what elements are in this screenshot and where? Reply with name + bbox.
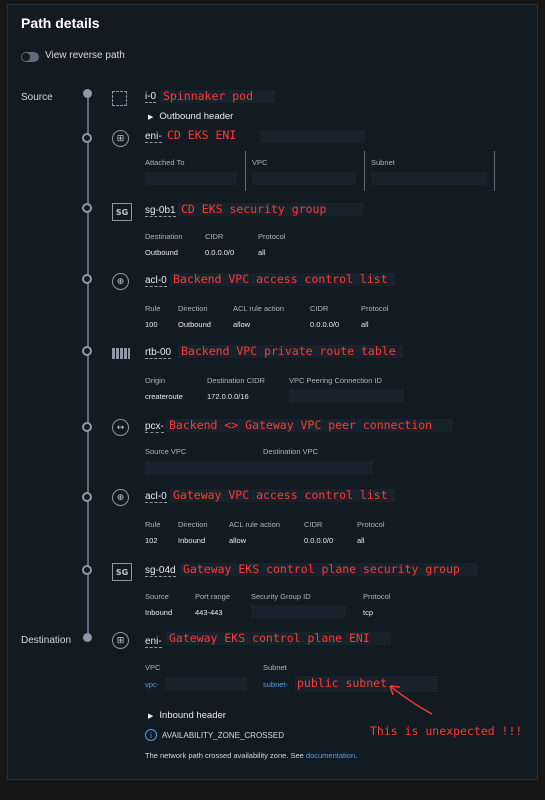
network-acl-icon: ⊕ bbox=[112, 489, 129, 506]
hop-id[interactable]: sg-04d bbox=[145, 565, 176, 576]
cell-value: Inbound bbox=[178, 536, 206, 545]
hop-id[interactable]: acl-0 bbox=[145, 275, 167, 286]
cell-value: allow bbox=[233, 320, 251, 329]
caret-right-icon: ▶ bbox=[148, 713, 154, 720]
column-header: Port range bbox=[195, 592, 231, 601]
hop-dot bbox=[82, 133, 92, 143]
cell-value: 172.0.0.0/16 bbox=[207, 392, 249, 401]
hop-id[interactable]: acl-0 bbox=[145, 491, 167, 502]
column-header: CIDR bbox=[304, 520, 323, 529]
hop-note: Backend VPC access control list bbox=[173, 272, 388, 286]
az-desc-text: The network path crossed availability zone. See bbox=[145, 751, 306, 760]
cell-value: Outbound bbox=[145, 248, 178, 257]
column-header: Attached To bbox=[145, 158, 185, 167]
redacted-value bbox=[289, 389, 404, 402]
column-divider bbox=[494, 151, 495, 191]
caret-right-icon: ▶ bbox=[148, 114, 154, 121]
hop-id[interactable]: eni- bbox=[145, 131, 162, 142]
view-reverse-path-toggle[interactable] bbox=[21, 52, 39, 62]
hop-dot bbox=[82, 203, 92, 213]
cell-value: Outbound bbox=[178, 320, 211, 329]
cell-value: 443-443 bbox=[195, 608, 223, 617]
subnet-note: public subnet bbox=[297, 676, 388, 690]
hop-note: Gateway EKS control plane ENI bbox=[169, 631, 370, 645]
column-header: Destination CIDR bbox=[207, 376, 265, 385]
redacted-value bbox=[165, 677, 247, 690]
security-group-icon: SG bbox=[112, 203, 132, 221]
inbound-header-expander[interactable] bbox=[148, 710, 226, 721]
cell-value: all bbox=[357, 536, 365, 545]
hop-id[interactable]: pcx- bbox=[145, 421, 164, 432]
column-header: VPC bbox=[145, 663, 161, 672]
cell-value: 100 bbox=[145, 320, 158, 329]
cell-value: 0.0.0.0/0 bbox=[310, 320, 340, 329]
column-header: ACL rule action bbox=[233, 304, 284, 313]
az-desc-suffix: . bbox=[355, 751, 358, 760]
column-header: Protocol bbox=[363, 592, 391, 601]
column-header: Subnet bbox=[371, 158, 395, 167]
az-code: AVAILABILITY_ZONE_CROSSED bbox=[162, 731, 284, 740]
route-table-icon bbox=[112, 348, 130, 359]
hop-dot bbox=[82, 422, 92, 432]
column-divider bbox=[364, 151, 365, 191]
network-interface-icon: ⊞ bbox=[112, 632, 129, 649]
hop-id[interactable]: i-0 bbox=[145, 91, 157, 102]
hop-dot bbox=[82, 492, 92, 502]
annotation-arrow-icon bbox=[380, 680, 440, 720]
hop-note: CD EKS security group bbox=[181, 202, 327, 216]
column-header: Rule bbox=[145, 304, 161, 313]
column-header: Source VPC bbox=[145, 447, 187, 456]
toggle-label: View reverse path bbox=[45, 50, 125, 61]
annotation-text: This is unexpected !!! bbox=[370, 724, 523, 738]
hop-dot bbox=[82, 274, 92, 284]
cell-value: Inbound bbox=[145, 608, 173, 617]
expander-label: Inbound header bbox=[159, 710, 226, 721]
network-acl-icon: ⊕ bbox=[112, 273, 129, 290]
column-header: Origin bbox=[145, 376, 166, 385]
security-group-icon: SG bbox=[112, 563, 132, 581]
source-label: Source bbox=[21, 92, 53, 103]
hop-note: Backend <> Gateway VPC peer connection bbox=[169, 418, 433, 432]
hop-id[interactable]: sg-0b1 bbox=[145, 205, 176, 216]
hop-id[interactable]: rtb-00 bbox=[145, 347, 172, 358]
page-title: Path details bbox=[21, 15, 100, 31]
column-header: VPC bbox=[252, 158, 268, 167]
hop-dot bbox=[82, 565, 92, 575]
redacted-value bbox=[260, 130, 365, 143]
hop-note: Backend VPC private route table bbox=[181, 344, 396, 358]
hop-note: Gateway VPC access control list bbox=[173, 488, 388, 502]
subnet-link[interactable]: subnet- bbox=[263, 680, 289, 689]
destination-label: Destination bbox=[21, 635, 72, 646]
column-header: CIDR bbox=[310, 304, 329, 313]
cell-value: all bbox=[361, 320, 369, 329]
expander-label: Outbound header bbox=[159, 111, 234, 122]
peering-connection-icon: ↔ bbox=[112, 419, 129, 436]
hop-id[interactable]: eni- bbox=[145, 636, 162, 647]
cell-value: allow bbox=[229, 536, 247, 545]
hop-note: CD EKS ENI bbox=[167, 128, 237, 142]
redacted-value bbox=[145, 172, 237, 185]
source-dot bbox=[83, 89, 92, 98]
network-interface-icon: ⊞ bbox=[112, 130, 129, 147]
destination-dot bbox=[83, 633, 92, 642]
outbound-header-expander[interactable] bbox=[148, 111, 233, 122]
az-description bbox=[145, 751, 357, 760]
redacted-value bbox=[252, 172, 356, 185]
hop-dot bbox=[82, 346, 92, 356]
redacted-value bbox=[145, 461, 373, 474]
hop-note: Gateway EKS control plane security group bbox=[183, 562, 460, 576]
cell-value: 0.0.0.0/0 bbox=[304, 536, 334, 545]
column-header: Protocol bbox=[361, 304, 389, 313]
cell-value: createroute bbox=[145, 392, 183, 401]
vpc-link[interactable]: vpc- bbox=[145, 680, 160, 689]
column-divider bbox=[245, 151, 246, 191]
info-icon: i bbox=[145, 729, 157, 741]
redacted-value bbox=[371, 172, 487, 185]
column-header: Destination VPC bbox=[263, 447, 319, 456]
column-header: Protocol bbox=[357, 520, 385, 529]
column-header: CIDR bbox=[205, 232, 224, 241]
column-header: Direction bbox=[178, 304, 208, 313]
column-header: Security Group ID bbox=[251, 592, 311, 601]
redacted-value bbox=[251, 605, 346, 618]
column-header: Subnet bbox=[263, 663, 287, 672]
cell-value: all bbox=[258, 248, 266, 257]
column-header: Protocol bbox=[258, 232, 286, 241]
column-header: Rule bbox=[145, 520, 161, 529]
path-rail bbox=[87, 93, 89, 641]
column-header: ACL rule action bbox=[229, 520, 280, 529]
column-header: Direction bbox=[178, 520, 208, 529]
cell-value: 102 bbox=[145, 536, 158, 545]
documentation-link[interactable]: documentation bbox=[305, 751, 356, 760]
column-header: Source bbox=[145, 592, 169, 601]
cell-value: 0.0.0.0/0 bbox=[205, 248, 235, 257]
hop-note: Spinnaker pod bbox=[163, 89, 254, 103]
column-header: Destination bbox=[145, 232, 183, 241]
chip-icon bbox=[112, 91, 127, 106]
column-header: VPC Peering Connection ID bbox=[289, 376, 382, 385]
cell-value: tcp bbox=[363, 608, 374, 617]
